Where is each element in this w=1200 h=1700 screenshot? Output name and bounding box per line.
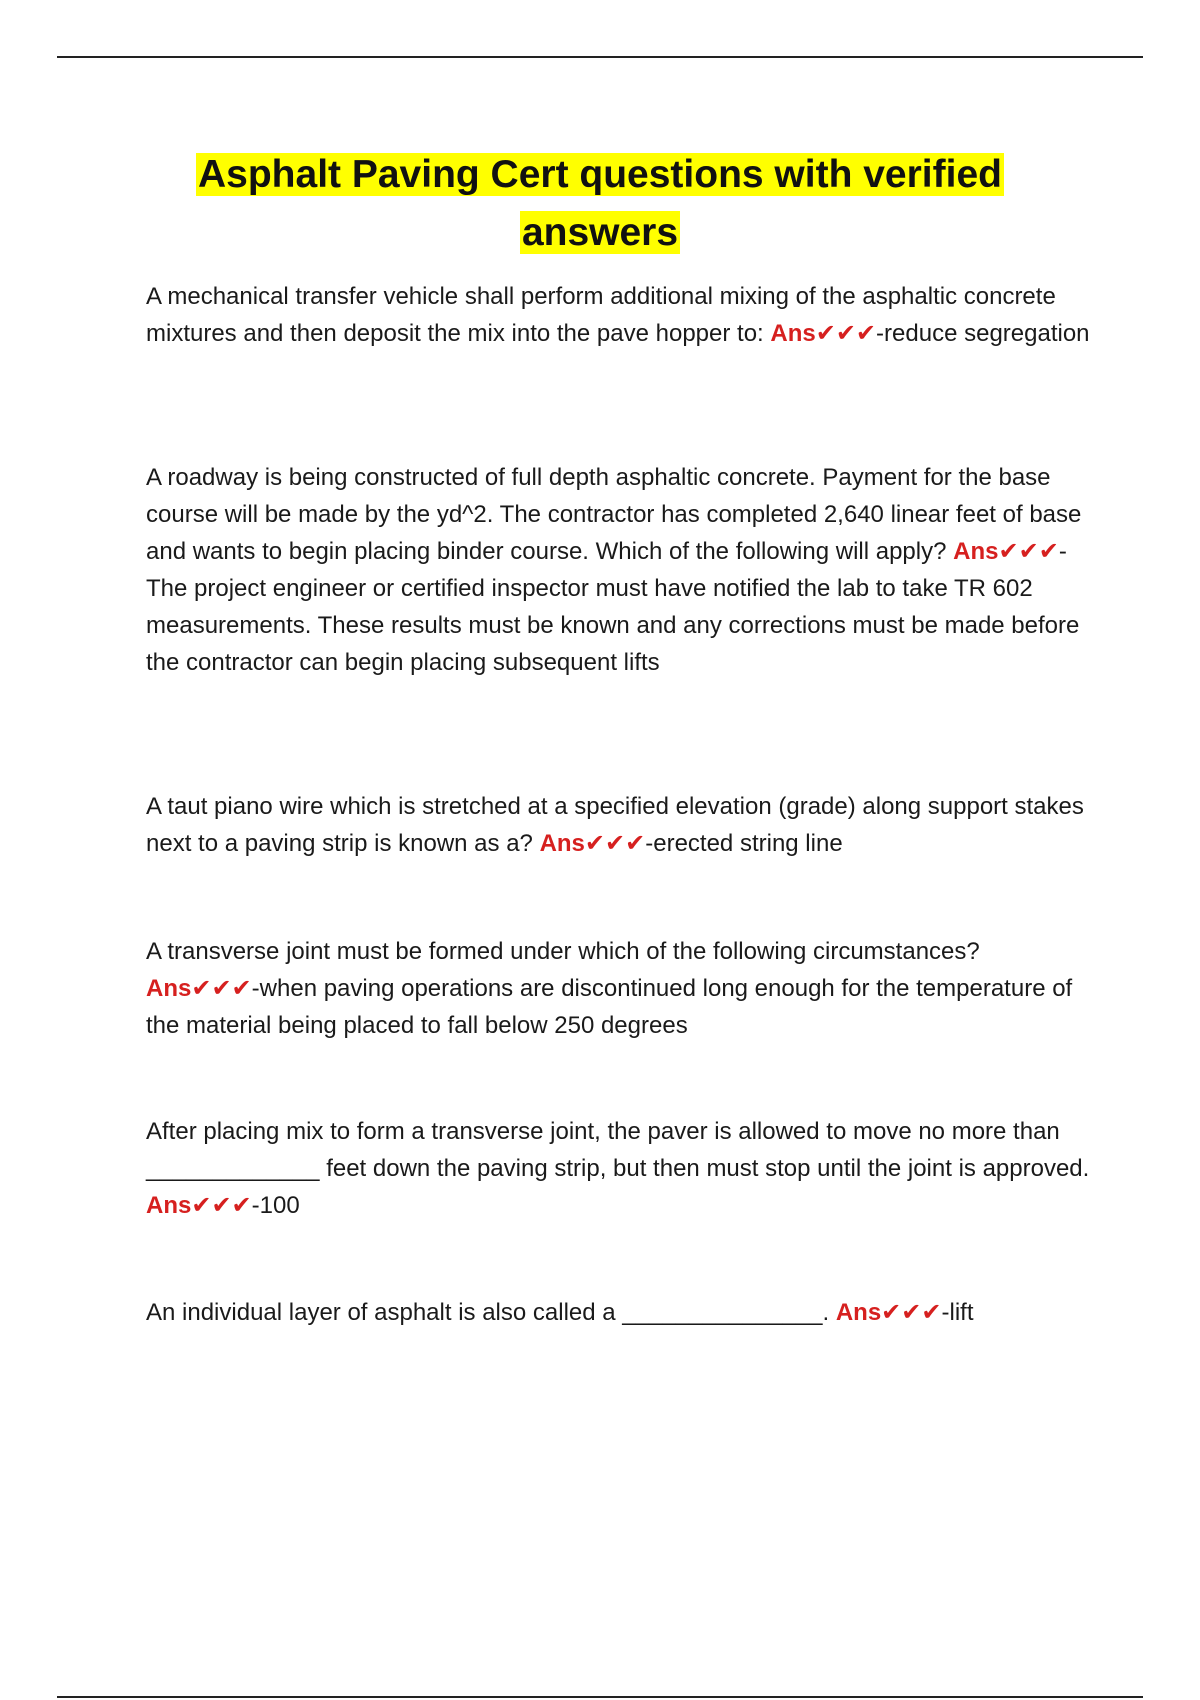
title-block — [120, 146, 1080, 262]
qa-item-3 — [146, 788, 1096, 862]
qa-item-6 — [146, 1294, 1096, 1331]
answer-text: -when paving operations are discontinued long enough for the temperature of the material being placed to fall below 250 degrees — [146, 975, 1073, 1039]
footer-rule — [57, 1696, 1143, 1698]
answer-marker: Ans✔✔✔ — [146, 1192, 252, 1219]
answer-text: -lift — [941, 1299, 974, 1326]
answer-marker: Ans✔✔✔ — [146, 975, 252, 1002]
qa-item-5 — [146, 1113, 1096, 1224]
answer-marker: Ans✔✔✔ — [770, 320, 877, 347]
answer-marker: Ans✔✔✔ — [953, 538, 1059, 565]
answer-text: -erected string line — [645, 830, 843, 857]
answer-text: -The project engineer or certified inspector must have notified the lab to take TR 602 measurements. These results must be known and any corrections must be made before the contractor can begin placing subsequent lifts — [146, 538, 1080, 676]
question-text: A taut piano wire which is stretched at a specified elevation (grade) along support stakes next to a paving strip is known as a? — [146, 793, 1084, 857]
question-text: After placing mix to form a transverse joint, the paver is allowed to move no more than _____________ feet down the paving strip, but then must stop until the joint is approved. — [146, 1118, 1090, 1182]
question-text: An individual layer of asphalt is also called a _______________. — [146, 1299, 836, 1326]
question-text: A mechanical transfer vehicle shall perform additional mixing of the asphaltic concrete mixtures and then deposit the mix into the pave hopper to: — [146, 283, 1056, 347]
page-title: Asphalt Paving Cert questions with verified answers — [198, 153, 1002, 254]
question-text: A transverse joint must be formed under which of the following circumstances? — [146, 938, 980, 965]
qa-item-1 — [146, 278, 1096, 352]
answer-marker: Ans✔✔✔ — [835, 1299, 942, 1326]
answer-text: -reduce segregation — [876, 320, 1090, 347]
answer-text: -100 — [251, 1192, 300, 1219]
question-text: A roadway is being constructed of full depth asphaltic concrete. Payment for the base course will be made by the yd^2. The contractor has completed 2,640 linear feet of base and wants to begin placing binder course. Which of the following will apply? — [146, 464, 1082, 565]
answer-marker: Ans✔✔✔ — [539, 830, 646, 857]
header-rule — [57, 56, 1143, 58]
qa-item-4 — [146, 933, 1096, 1044]
qa-item-2 — [146, 459, 1096, 681]
